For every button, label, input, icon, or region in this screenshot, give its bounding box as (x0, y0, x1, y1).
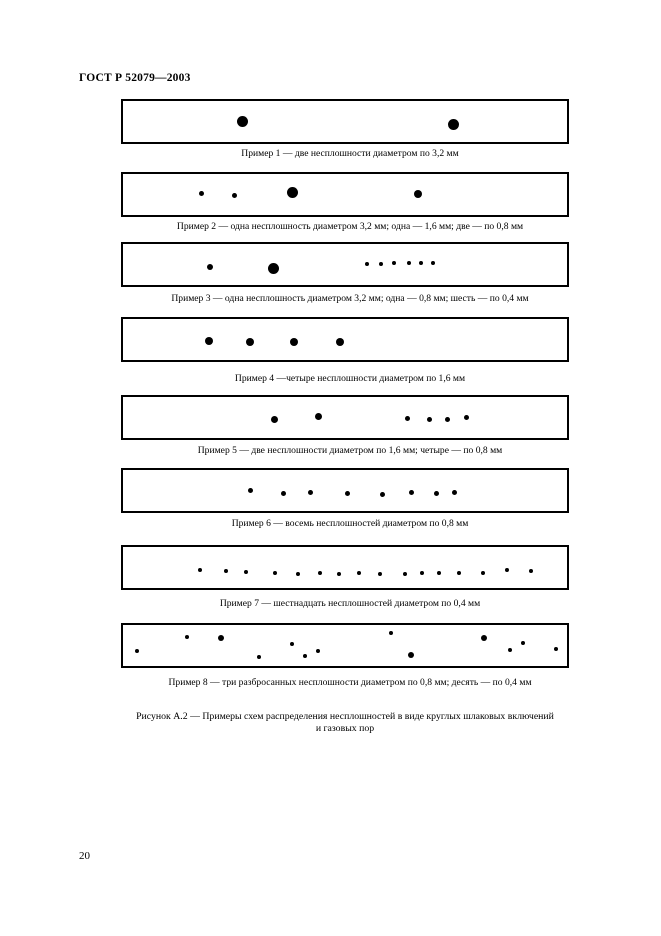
page-number: 20 (79, 850, 90, 862)
example-7-diagram (121, 545, 569, 590)
pore-dot (420, 571, 424, 575)
pore-dot (232, 193, 237, 198)
figure-caption-line-1: Рисунок А.2 — Примеры схем распределения несплошностей в виде круглых шлаковых включений (136, 711, 554, 722)
pore-dot (448, 119, 459, 130)
pore-dot (224, 569, 228, 573)
pore-dot (427, 417, 432, 422)
example-1-caption: Пример 1 — две несплошности диаметром по 3,2 мм (241, 148, 459, 159)
example-5-diagram (121, 395, 569, 440)
pore-dot (380, 492, 385, 497)
pore-dot (281, 491, 286, 496)
example-6-caption: Пример 6 — восемь несплошностей диаметром по 0,8 мм (231, 518, 469, 529)
pore-dot (237, 116, 248, 127)
pore-dot (248, 488, 253, 493)
example-2-diagram (121, 172, 569, 217)
pore-dot (207, 264, 213, 270)
pore-dot (290, 338, 298, 346)
pore-dot (218, 635, 224, 641)
pore-dot (407, 261, 411, 265)
pore-dot (419, 261, 423, 265)
pore-dot (365, 262, 369, 266)
pore-dot (337, 572, 341, 576)
example-2-caption: Пример 2 — одна несплошность диаметром 3,2 мм; одна — 1,6 мм; две — по 0,8 мм (176, 221, 524, 232)
pore-dot (464, 415, 469, 420)
pore-dot (308, 490, 313, 495)
pore-dot (198, 568, 202, 572)
example-3-diagram (121, 242, 569, 287)
pore-dot (345, 491, 350, 496)
pore-dot (389, 631, 393, 635)
pore-dot (529, 569, 533, 573)
example-7-caption: Пример 7 — шестнадцать несплошностей диаметром по 0,4 мм (219, 598, 481, 609)
pore-dot (257, 655, 261, 659)
example-4-diagram (121, 317, 569, 362)
pore-dot (452, 490, 457, 495)
pore-dot (414, 190, 422, 198)
pore-dot (290, 642, 294, 646)
pore-dot (379, 262, 383, 266)
pore-dot (246, 338, 254, 346)
pore-dot (408, 652, 414, 658)
pore-dot (271, 416, 278, 423)
pore-dot (268, 263, 279, 274)
example-8-diagram (121, 623, 569, 668)
pore-dot (445, 417, 450, 422)
example-6-diagram (121, 468, 569, 513)
pore-dot (336, 338, 344, 346)
example-4-caption: Пример 4 —четыре несплошности диаметром по 1,6 мм (234, 373, 466, 384)
pore-dot (244, 570, 248, 574)
example-5-caption: Пример 5 — две несплошности диаметром по 1,6 мм; четыре — по 0,8 мм (197, 445, 503, 456)
pore-dot (303, 654, 307, 658)
pore-dot (508, 648, 512, 652)
pore-dot (318, 571, 322, 575)
pore-dot (521, 641, 525, 645)
pore-dot (457, 571, 461, 575)
pore-dot (392, 261, 396, 265)
pore-dot (315, 413, 322, 420)
pore-dot (431, 261, 435, 265)
pore-dot (135, 649, 139, 653)
pore-dot (205, 337, 213, 345)
figure-caption (90, 711, 600, 735)
example-1-diagram (121, 99, 569, 144)
pore-dot (409, 490, 414, 495)
pore-dot (357, 571, 361, 575)
example-8-caption: Пример 8 — три разбросанных несплошности диаметром по 0,8 мм; десять — по 0,4 мм (168, 677, 532, 688)
document-header: ГОСТ Р 52079—2003 (79, 72, 191, 84)
example-3-caption: Пример 3 — одна несплошность диаметром 3,2 мм; одна — 0,8 мм; шесть — по 0,4 мм (171, 293, 529, 304)
pore-dot (481, 635, 487, 641)
pore-dot (199, 191, 204, 196)
pore-dot (378, 572, 382, 576)
pore-dot (273, 571, 277, 575)
pore-dot (434, 491, 439, 496)
figure-caption-line-2: и газовых пор (315, 723, 375, 734)
pore-dot (437, 571, 441, 575)
pore-dot (185, 635, 189, 639)
pore-dot (296, 572, 300, 576)
pore-dot (554, 647, 558, 651)
pore-dot (287, 187, 298, 198)
pore-dot (403, 572, 407, 576)
pore-dot (481, 571, 485, 575)
pore-dot (505, 568, 509, 572)
pore-dot (316, 649, 320, 653)
pore-dot (405, 416, 410, 421)
